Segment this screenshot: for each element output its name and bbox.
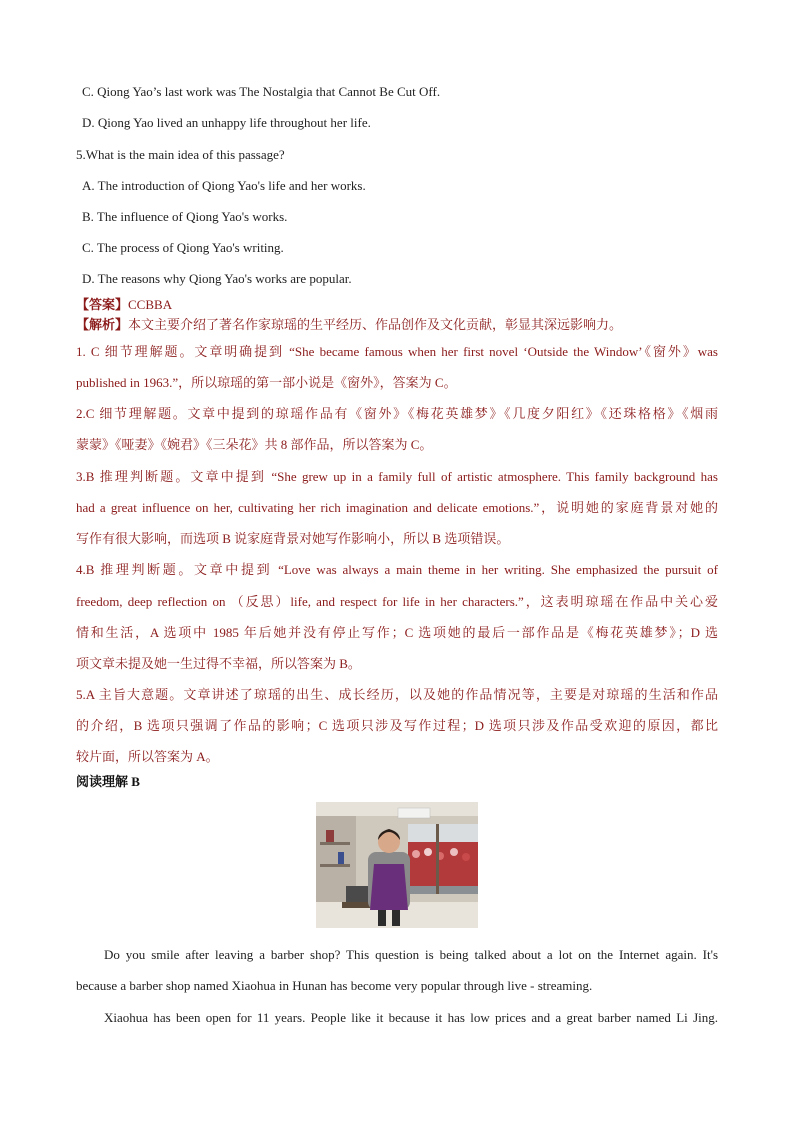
analysis-line: 较片面，所以答案为 A。: [76, 749, 219, 764]
passage-paragraph: because a barber shop named Xiaohua in Hunan has become very popular through live - streaming.: [76, 978, 593, 993]
analysis-summary: 本文主要介绍了著名作家琼瑶的生平经历、作品创作及文化贡献，彰显其深远影响力。: [128, 317, 623, 332]
analysis-label: 【解析】: [76, 317, 129, 332]
analysis-line: 的介绍，B 选项只强调了作品的影响；C 选项只涉及写作过程；D 选项只涉及作品受欢迎的原因，都比: [76, 718, 718, 733]
barber-shop-photo-illustration: [316, 802, 478, 928]
q5-question: 5.What is the main idea of this passage?: [76, 147, 285, 162]
analysis-line: 项文章未提及她一生过得不幸福，所以答案为 B。: [76, 656, 361, 671]
analysis-line: 情和生活，A 选项中 1985 年后她并没有停止写作；C 选项她的最后一部作品是《梅花英雄梦》；D 选: [76, 625, 718, 640]
answer-value: CCBBA: [128, 297, 173, 312]
analysis-line: published in 1963.”，所以琼瑶的第一部小说是《窗外》，答案为 C。: [76, 375, 457, 390]
q5-option-d: D. The reasons why Qiong Yao's works are popular.: [82, 271, 352, 286]
passage-paragraph: Xiaohua has been open for 11 years. People like it because it has low prices and a great barber named Li Jing.: [104, 1010, 718, 1025]
analysis-line: had a great influence on her, cultivating her rich imagination and delicate emotions.”，说明她的家庭背景对她的: [76, 500, 718, 515]
q5-option-a: A. The introduction of Qiong Yao's life and her works.: [82, 178, 366, 193]
analysis-line: 2.C 细节理解题。文章中提到的琼瑶作品有《窗外》《梅花英雄梦》《几度夕阳红》《还珠格格》《烟雨: [76, 406, 718, 421]
section-b-title: 阅读理解 B: [76, 774, 140, 789]
analysis-line: 3.B 推理判断题。文章中提到 “She grew up in a family full of artistic atmosphere. This family background has: [76, 469, 718, 484]
analysis-line: freedom, deep reflection on （反思）life, and respect for life in her characters.”，这表明琼瑶在作品中关心爱: [76, 594, 718, 609]
answer-label: 【答案】: [76, 297, 129, 312]
barber-shop-photo: [316, 802, 478, 928]
answer-line: [76, 297, 718, 313]
analysis-summary-line: [76, 317, 718, 333]
passage-paragraph: Do you smile after leaving a barber shop? This question is being talked about a lot on the Internet again. It's: [104, 947, 718, 962]
q4-option-c: C. Qiong Yao’s last work was The Nostalgia that Cannot Be Cut Off.: [82, 84, 441, 99]
q5-option-c: C. The process of Qiong Yao's writing.: [82, 240, 284, 255]
analysis-line: 4.B 推理判断题。文章中提到 “Love was always a main theme in her writing. She emphasized the pursuit of: [76, 562, 718, 577]
q4-option-d: D. Qiong Yao lived an unhappy life throughout her life.: [82, 115, 371, 130]
analysis-line: 蒙蒙》《哑妻》《婉君》《三朵花》共 8 部作品，所以答案为 C。: [76, 437, 433, 452]
analysis-line: 5.A 主旨大意题。文章讲述了琼瑶的出生、成长经历，以及她的作品情况等，主要是对琼瑶的生活和作品: [76, 687, 718, 702]
q5-option-b: B. The influence of Qiong Yao's works.: [82, 209, 288, 224]
analysis-line: 1. C 细节理解题。文章明确提到 “She became famous when her first novel ‘Outside the Window’《窗外》was: [76, 344, 718, 359]
analysis-line: 写作有很大影响，而选项 B 说家庭背景对她写作影响小，所以 B 选项错误。: [76, 531, 510, 546]
